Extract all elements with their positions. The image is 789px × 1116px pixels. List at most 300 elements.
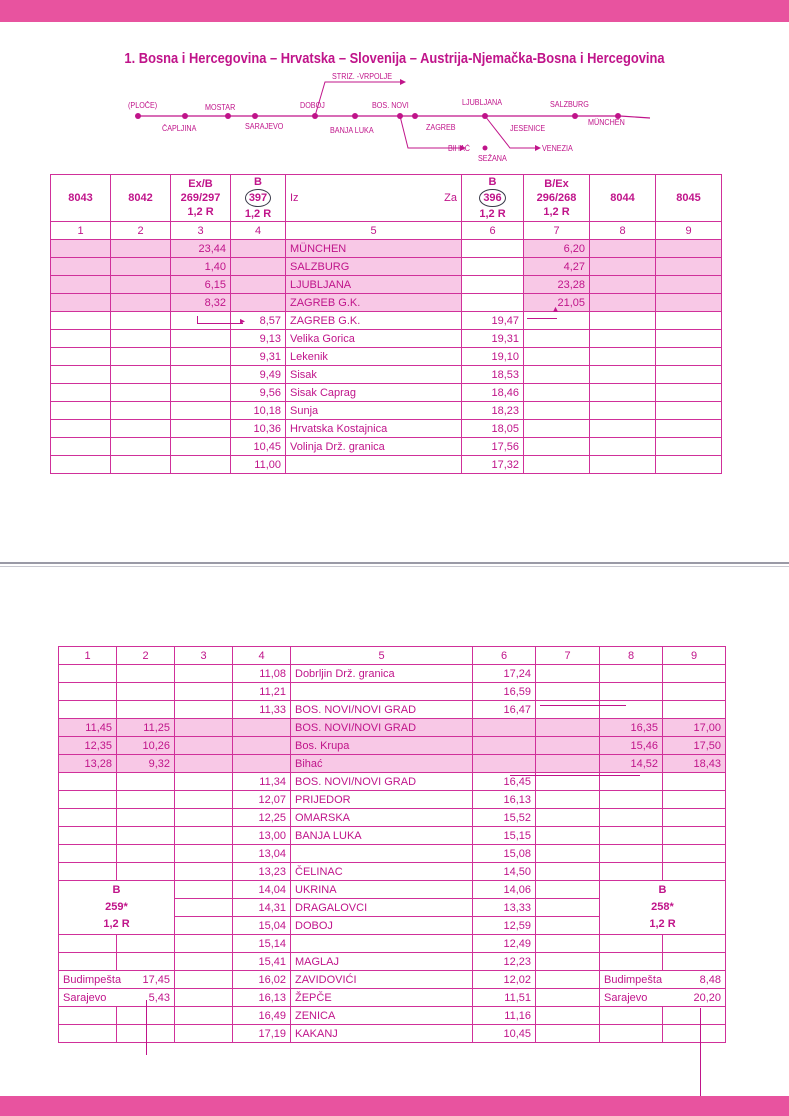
time-cell: 9,13 (231, 330, 286, 348)
map-label-ploce: (PLOČE) (128, 101, 158, 110)
time-cell (51, 276, 111, 294)
top-pink-band (0, 0, 789, 22)
time-cell: 6,15 (171, 276, 231, 294)
station-name: Hrvatska Kostajnica (286, 420, 462, 438)
time-cell (111, 456, 171, 474)
table-row (51, 456, 722, 474)
time-cell (171, 438, 231, 456)
station-name: Sunja (286, 402, 462, 420)
column-number-row-bottom (59, 647, 726, 665)
table-row (59, 1025, 726, 1043)
time-cell (111, 330, 171, 348)
station-name: SALZBURG (286, 258, 462, 276)
time-cell: 15,52 (473, 809, 536, 827)
time-cell (536, 665, 600, 683)
time-cell (59, 773, 117, 791)
table-row (51, 384, 722, 402)
time-cell: 14,52 (600, 755, 663, 773)
time-cell: 12,02 (473, 971, 536, 989)
time-cell: 16,45 (473, 773, 536, 791)
time-cell: 13,00 (233, 827, 291, 845)
note-city: Sarajevo (604, 991, 648, 1004)
time-cell (656, 402, 722, 420)
time-cell (536, 881, 600, 899)
time-cell (600, 827, 663, 845)
time-cell (536, 971, 600, 989)
time-cell (175, 665, 233, 683)
time-cell: 11,33 (233, 701, 291, 719)
time-cell (59, 701, 117, 719)
table-row (59, 971, 726, 989)
time-cell: 10,36 (231, 420, 286, 438)
time-cell (117, 683, 175, 701)
time-cell (663, 1007, 726, 1025)
time-cell (175, 701, 233, 719)
transfer-line-bosnovi-2 (510, 775, 640, 776)
train-info-line: 258* (651, 901, 674, 913)
time-cell (590, 456, 656, 474)
time-cell: 18,46 (462, 384, 524, 402)
page-fold-line (0, 562, 789, 564)
connection-note (59, 989, 175, 1007)
time-cell (663, 845, 726, 863)
table-row (59, 665, 726, 683)
time-cell (111, 240, 171, 258)
time-cell (663, 827, 726, 845)
note-city: Budimpešta (604, 973, 663, 986)
time-cell (111, 276, 171, 294)
time-cell (663, 935, 726, 953)
time-cell (175, 737, 233, 755)
time-cell (473, 719, 536, 737)
table-row (51, 312, 722, 330)
time-cell: 10,45 (231, 438, 286, 456)
time-cell (536, 863, 600, 881)
time-cell: 11,34 (233, 773, 291, 791)
table-row (59, 935, 726, 953)
time-cell (233, 719, 291, 737)
time-cell: 17,56 (462, 438, 524, 456)
time-cell (59, 863, 117, 881)
time-cell: 8,57 (231, 312, 286, 330)
time-cell (175, 1025, 233, 1043)
time-cell (524, 384, 590, 402)
station-name: BOS. NOVI/NOVI GRAD (291, 701, 473, 719)
column-number: 1 (59, 647, 117, 665)
map-label-capljina: ČAPLJINA (162, 124, 197, 133)
time-cell: 15,15 (473, 827, 536, 845)
time-cell (171, 402, 231, 420)
time-cell (663, 863, 726, 881)
time-cell (51, 348, 111, 366)
header-c3-type: Ex/B (188, 178, 213, 190)
table-row (51, 348, 722, 366)
station-name: OMARSKA (291, 809, 473, 827)
table-row (59, 953, 726, 971)
time-cell: 21,05 (524, 294, 590, 312)
note-time: 8,48 (699, 973, 721, 986)
time-cell: 10,26 (117, 737, 175, 755)
time-cell (175, 935, 233, 953)
station-name (286, 456, 462, 474)
time-cell (536, 899, 600, 917)
table-row (51, 330, 722, 348)
time-cell (663, 1025, 726, 1043)
station-name: BOS. NOVI/NOVI GRAD (291, 719, 473, 737)
time-cell (117, 845, 175, 863)
time-cell (59, 845, 117, 863)
arrow-right-icon: ▸ (240, 316, 246, 327)
time-cell: 15,14 (233, 935, 291, 953)
table-row (51, 294, 722, 312)
time-cell (590, 384, 656, 402)
station-name: ZAVIDOVIĆI (291, 971, 473, 989)
time-cell (175, 773, 233, 791)
time-cell (536, 845, 600, 863)
time-cell (600, 683, 663, 701)
time-cell (663, 665, 726, 683)
time-cell (59, 791, 117, 809)
time-cell: 16,59 (473, 683, 536, 701)
time-cell (462, 240, 524, 258)
time-cell (473, 737, 536, 755)
transfer-line-bottom-right (700, 1008, 701, 1096)
station-name: BANJA LUKA (291, 827, 473, 845)
time-cell: 15,08 (473, 845, 536, 863)
time-cell (590, 240, 656, 258)
time-cell (111, 402, 171, 420)
map-label-jesenice: JESENICE (510, 124, 546, 133)
time-cell (524, 330, 590, 348)
column-number: 1 (51, 222, 111, 240)
header-train-296-268 (524, 175, 590, 222)
time-cell: 19,47 (462, 312, 524, 330)
time-cell (117, 773, 175, 791)
time-cell (536, 719, 600, 737)
time-cell: 17,32 (462, 456, 524, 474)
time-cell: 15,04 (233, 917, 291, 935)
time-cell: 11,08 (233, 665, 291, 683)
timetable-bottom-body (59, 665, 726, 1043)
time-cell (663, 809, 726, 827)
time-cell (600, 701, 663, 719)
time-cell: 13,23 (233, 863, 291, 881)
time-cell: 16,35 (600, 719, 663, 737)
station-name: MÜNCHEN (286, 240, 462, 258)
time-cell (59, 809, 117, 827)
time-cell (111, 258, 171, 276)
time-cell (536, 683, 600, 701)
time-cell: 18,43 (663, 755, 726, 773)
time-cell: 12,23 (473, 953, 536, 971)
table-row (59, 989, 726, 1007)
station-name: KAKANJ (291, 1025, 473, 1043)
time-cell (175, 881, 233, 899)
column-number: 6 (462, 222, 524, 240)
time-cell (524, 420, 590, 438)
note-time: 17,45 (142, 973, 170, 986)
time-cell: 12,35 (59, 737, 117, 755)
header-train-8043: 8043 (51, 175, 111, 222)
map-label-mostar: MOSTAR (205, 103, 236, 112)
train-info-line: 1,2 R (103, 918, 130, 930)
time-cell (175, 863, 233, 881)
time-cell (51, 456, 111, 474)
time-cell (600, 1025, 663, 1043)
time-cell: 13,04 (233, 845, 291, 863)
table-row (59, 755, 726, 773)
time-cell: 8,32 (171, 294, 231, 312)
table-row (59, 863, 726, 881)
train-info-line: 259* (105, 901, 128, 913)
time-cell (51, 330, 111, 348)
table-row (51, 402, 722, 420)
column-number: 5 (291, 647, 473, 665)
time-cell (175, 917, 233, 935)
map-label-doboj: DOBOJ (300, 101, 325, 110)
time-cell (656, 330, 722, 348)
note-city: Sarajevo (63, 991, 107, 1004)
time-cell: 13,33 (473, 899, 536, 917)
time-cell: 6,20 (524, 240, 590, 258)
time-cell (117, 935, 175, 953)
arrow-up-icon: ▴ (553, 304, 559, 315)
time-cell (117, 863, 175, 881)
time-cell (536, 755, 600, 773)
time-cell (663, 953, 726, 971)
train-info-line: 1,2 R (649, 918, 676, 930)
time-cell (59, 683, 117, 701)
note-city: Budimpešta (63, 973, 122, 986)
map-label-bosnovi: BOS. NOVI (372, 101, 409, 110)
time-cell (536, 827, 600, 845)
time-cell (663, 701, 726, 719)
table-row (51, 420, 722, 438)
time-cell (536, 935, 600, 953)
time-cell (175, 953, 233, 971)
time-cell (656, 240, 722, 258)
header-c7-class: 1,2 R (543, 206, 570, 218)
time-cell: 17,50 (663, 737, 726, 755)
time-cell (175, 791, 233, 809)
time-cell: 10,18 (231, 402, 286, 420)
time-cell: 1,40 (171, 258, 231, 276)
time-cell (171, 348, 231, 366)
route-map (110, 68, 670, 168)
time-cell (656, 312, 722, 330)
header-c3-class: 1,2 R (187, 206, 214, 218)
time-cell: 16,13 (233, 989, 291, 1007)
header-iz: Iz (290, 192, 299, 204)
time-cell (175, 683, 233, 701)
header-c4-number: 397 (245, 189, 271, 207)
time-cell: 11,16 (473, 1007, 536, 1025)
header-c6-number: 396 (479, 189, 505, 207)
column-number: 5 (286, 222, 462, 240)
time-cell: 12,49 (473, 935, 536, 953)
station-name: LJUBLJANA (286, 276, 462, 294)
time-cell (175, 989, 233, 1007)
header-c6-class: 1,2 R (479, 208, 506, 220)
time-cell (663, 791, 726, 809)
column-number: 7 (524, 222, 590, 240)
time-cell: 9,56 (231, 384, 286, 402)
transfer-line-top-left-h (197, 323, 243, 324)
station-name: ČELINAC (291, 863, 473, 881)
page-fold-shadow (0, 566, 789, 567)
header-train-8045: 8045 (656, 175, 722, 222)
time-cell (231, 240, 286, 258)
time-cell (656, 384, 722, 402)
header-from-to (286, 175, 462, 222)
time-cell (231, 258, 286, 276)
map-label-venezia: VENEZIA (542, 144, 573, 153)
time-cell (111, 420, 171, 438)
time-cell (656, 276, 722, 294)
time-cell: 23,44 (171, 240, 231, 258)
time-cell (536, 989, 600, 1007)
time-cell: 12,25 (233, 809, 291, 827)
station-name: DRAGALOVCI (291, 899, 473, 917)
time-cell (462, 294, 524, 312)
time-cell: 11,51 (473, 989, 536, 1007)
time-cell (524, 402, 590, 420)
time-cell (51, 366, 111, 384)
time-cell (117, 701, 175, 719)
station-name: ZAGREB G.K. (286, 312, 462, 330)
time-cell (656, 456, 722, 474)
time-cell (51, 258, 111, 276)
time-cell (524, 348, 590, 366)
time-cell (117, 809, 175, 827)
time-cell (590, 258, 656, 276)
time-cell (536, 953, 600, 971)
map-label-bihac: BIHAĆ (448, 144, 471, 153)
table-row (59, 845, 726, 863)
column-number: 2 (117, 647, 175, 665)
header-c7-type: B/Ex (544, 178, 569, 190)
header-c3-number: 269/297 (180, 192, 221, 204)
time-cell (59, 953, 117, 971)
time-cell (51, 384, 111, 402)
time-cell (111, 348, 171, 366)
time-cell: 14,04 (233, 881, 291, 899)
time-cell (117, 953, 175, 971)
time-cell (51, 294, 111, 312)
time-cell (663, 683, 726, 701)
train-info-line: B (112, 884, 121, 896)
time-cell (590, 294, 656, 312)
time-cell (473, 755, 536, 773)
train-info-258 (600, 881, 726, 935)
time-cell: 9,32 (117, 755, 175, 773)
table-row (51, 438, 722, 456)
column-number: 4 (231, 222, 286, 240)
map-label-sezana: SEŽANA (478, 154, 507, 163)
time-cell (233, 755, 291, 773)
header-row (51, 175, 722, 222)
time-cell (171, 330, 231, 348)
station-name: UKRINA (291, 881, 473, 899)
station-name: MAGLAJ (291, 953, 473, 971)
time-cell (111, 438, 171, 456)
column-number: 9 (656, 222, 722, 240)
note-time: 5,43 (148, 991, 170, 1004)
station-name: Velika Gorica (286, 330, 462, 348)
time-cell (536, 917, 600, 935)
time-cell (524, 438, 590, 456)
time-cell (51, 438, 111, 456)
table-row (59, 809, 726, 827)
map-label-salzburg: SALZBURG (550, 100, 589, 109)
time-cell (59, 827, 117, 845)
time-cell: 12,07 (233, 791, 291, 809)
station-name: BOS. NOVI/NOVI GRAD (291, 773, 473, 791)
map-label-zagreb: ZAGREB (426, 123, 456, 132)
time-cell: 11,45 (59, 719, 117, 737)
column-number: 8 (590, 222, 656, 240)
header-c4-class: 1,2 R (244, 208, 272, 220)
column-number: 2 (111, 222, 171, 240)
column-number: 3 (171, 222, 231, 240)
connection-note (600, 971, 726, 989)
header-train-8044: 8044 (590, 175, 656, 222)
header-c7-number: 296/268 (536, 192, 577, 204)
time-cell (59, 1007, 117, 1025)
time-cell: 17,19 (233, 1025, 291, 1043)
connection-note (600, 989, 726, 1007)
station-name: PRIJEDOR (291, 791, 473, 809)
station-name: Lekenik (286, 348, 462, 366)
column-number: 8 (600, 647, 663, 665)
map-label-sarajevo: SARAJEVO (245, 122, 284, 131)
time-cell (111, 366, 171, 384)
time-cell (590, 312, 656, 330)
time-cell: 14,50 (473, 863, 536, 881)
time-cell: 10,45 (473, 1025, 536, 1043)
time-cell (59, 1025, 117, 1043)
time-cell (663, 773, 726, 791)
transfer-line-bottom-left (146, 1000, 147, 1055)
column-number: 9 (663, 647, 726, 665)
header-c4-type: B (254, 176, 262, 188)
column-number: 7 (536, 647, 600, 665)
table-row (59, 1007, 726, 1025)
time-cell (51, 312, 111, 330)
time-cell (117, 827, 175, 845)
transfer-line-top-right (527, 318, 557, 319)
time-cell (600, 953, 663, 971)
time-cell (656, 348, 722, 366)
time-cell (536, 1025, 600, 1043)
time-cell (171, 456, 231, 474)
column-number: 3 (175, 647, 233, 665)
time-cell (111, 312, 171, 330)
time-cell (600, 665, 663, 683)
time-cell (656, 366, 722, 384)
time-cell: 17,00 (663, 719, 726, 737)
time-cell (536, 701, 600, 719)
time-cell: 15,46 (600, 737, 663, 755)
time-cell (524, 456, 590, 474)
time-cell: 12,59 (473, 917, 536, 935)
time-cell (111, 294, 171, 312)
time-cell (175, 1007, 233, 1025)
station-name: Bos. Krupa (291, 737, 473, 755)
time-cell: 14,06 (473, 881, 536, 899)
station-name (291, 935, 473, 953)
time-cell (233, 737, 291, 755)
